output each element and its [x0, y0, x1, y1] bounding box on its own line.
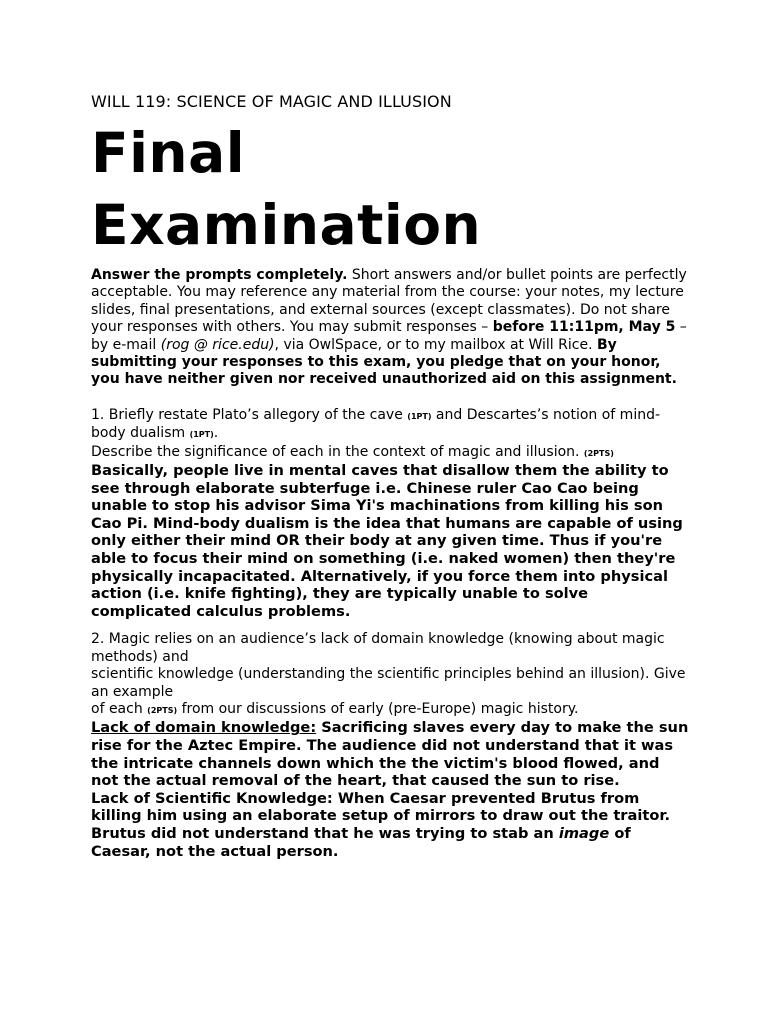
q1-text-c: Describe the significance of each in the context of magic and illusion.: [91, 443, 584, 460]
scientific-answer-italic: image: [558, 825, 610, 842]
domain-knowledge-label: Lack of domain knowledge:: [91, 719, 317, 737]
q2-text-a: of each: [91, 701, 148, 718]
question-2-prompt: 2. Magic relies on an audience’s lack of domain knowledge (knowing about magic methods) and: [91, 631, 665, 665]
question-2-prompt-line-2: scientific knowledge (understanding the scientific principles behind an illusion). Give an example: [91, 666, 686, 700]
instructions-text-2: – by e-mail: [91, 319, 687, 353]
deadline: before 11:11pm, May 5: [492, 319, 676, 336]
q1-points-c: (2PTS): [583, 448, 614, 458]
instructions-lead: Answer the prompts completely.: [91, 267, 348, 283]
q2-points: (2PTS): [147, 706, 178, 716]
q2-text-b: from our discussions of early (pre-Europe) magic history.: [177, 701, 579, 718]
question-1-prompt-line-2: [91, 444, 691, 462]
scientific-answer-b: of Caesar, not the actual person.: [91, 825, 631, 860]
instructions-text-3: , via OwlSpace, or to my mailbox at Will Rice.: [274, 336, 597, 353]
question-2-prompt-line-3: [91, 701, 691, 719]
title-line-1: Final: [91, 121, 246, 185]
page-title: [91, 117, 691, 261]
question-2-answer-domain: [91, 719, 691, 789]
scientific-answer-a: Lack of Scientific Knowledge: When Caesar prevented Brutus from killing him using an elaborate setup of mirrors to draw out the traitor. Brutus did not understand that he was trying to stab an: [91, 789, 671, 842]
course-title: WILL 119: SCIENCE OF MAGIC AND ILLUSION: [91, 92, 452, 111]
q1-points-a: (1PT): [407, 411, 432, 421]
question-1-prompt: [91, 407, 691, 444]
title-line-2: Examination: [91, 193, 482, 257]
instructions-paragraph: [91, 267, 691, 389]
honor-pledge: By submitting your responses to this exam, you pledge that on your honor, you have neither given nor received unauthorized aid on this assignment.: [91, 336, 677, 388]
question-1-answer: Basically, people live in mental caves that disallow them the ability to see through elaborate subterfuge i.e. Chinese ruler Cao Cao being unable to stop his advisor Sima Yi's machinations from killing his son Cao Pi. Mind-body dualism is the idea that humans are capable of using only either their mind OR their body at any given time. Thus if you're able to focus their mind on something (i.e. naked women) then they're physically incapacitated. Alternatively, if you force them into physical action (i.e. knife fighting), they are typically unable to solve complicated calculus problems.: [91, 462, 683, 620]
domain-knowledge-answer: Sacrificing slaves every day to make the sun rise for the Aztec Empire. The audience did not understand that it was the intricate channels down which the the victim's blood flowed, and not the actual removal of the heart, that caused the sun to rise.: [91, 719, 689, 790]
instructions-text-1: Short answers and/or bullet points are perfectly acceptable. You may reference any material from the course: your notes, my lecture slides, final presentations, and external sources (except classmates). Do not share your responses with others. You may submit responses –: [91, 267, 687, 336]
q1-text-a: 1. Briefly restate Plato’s allegory of the cave: [91, 406, 408, 423]
q1-text-end: .: [213, 425, 219, 442]
question-2-answer-scientific: [91, 790, 691, 860]
q1-text-b: and Descartes’s notion of mind-body dualism: [91, 406, 661, 442]
exam-document: [91, 92, 691, 860]
q1-points-b: (1PT): [189, 430, 214, 440]
email-address: (rog @ rice.edu): [160, 336, 275, 353]
